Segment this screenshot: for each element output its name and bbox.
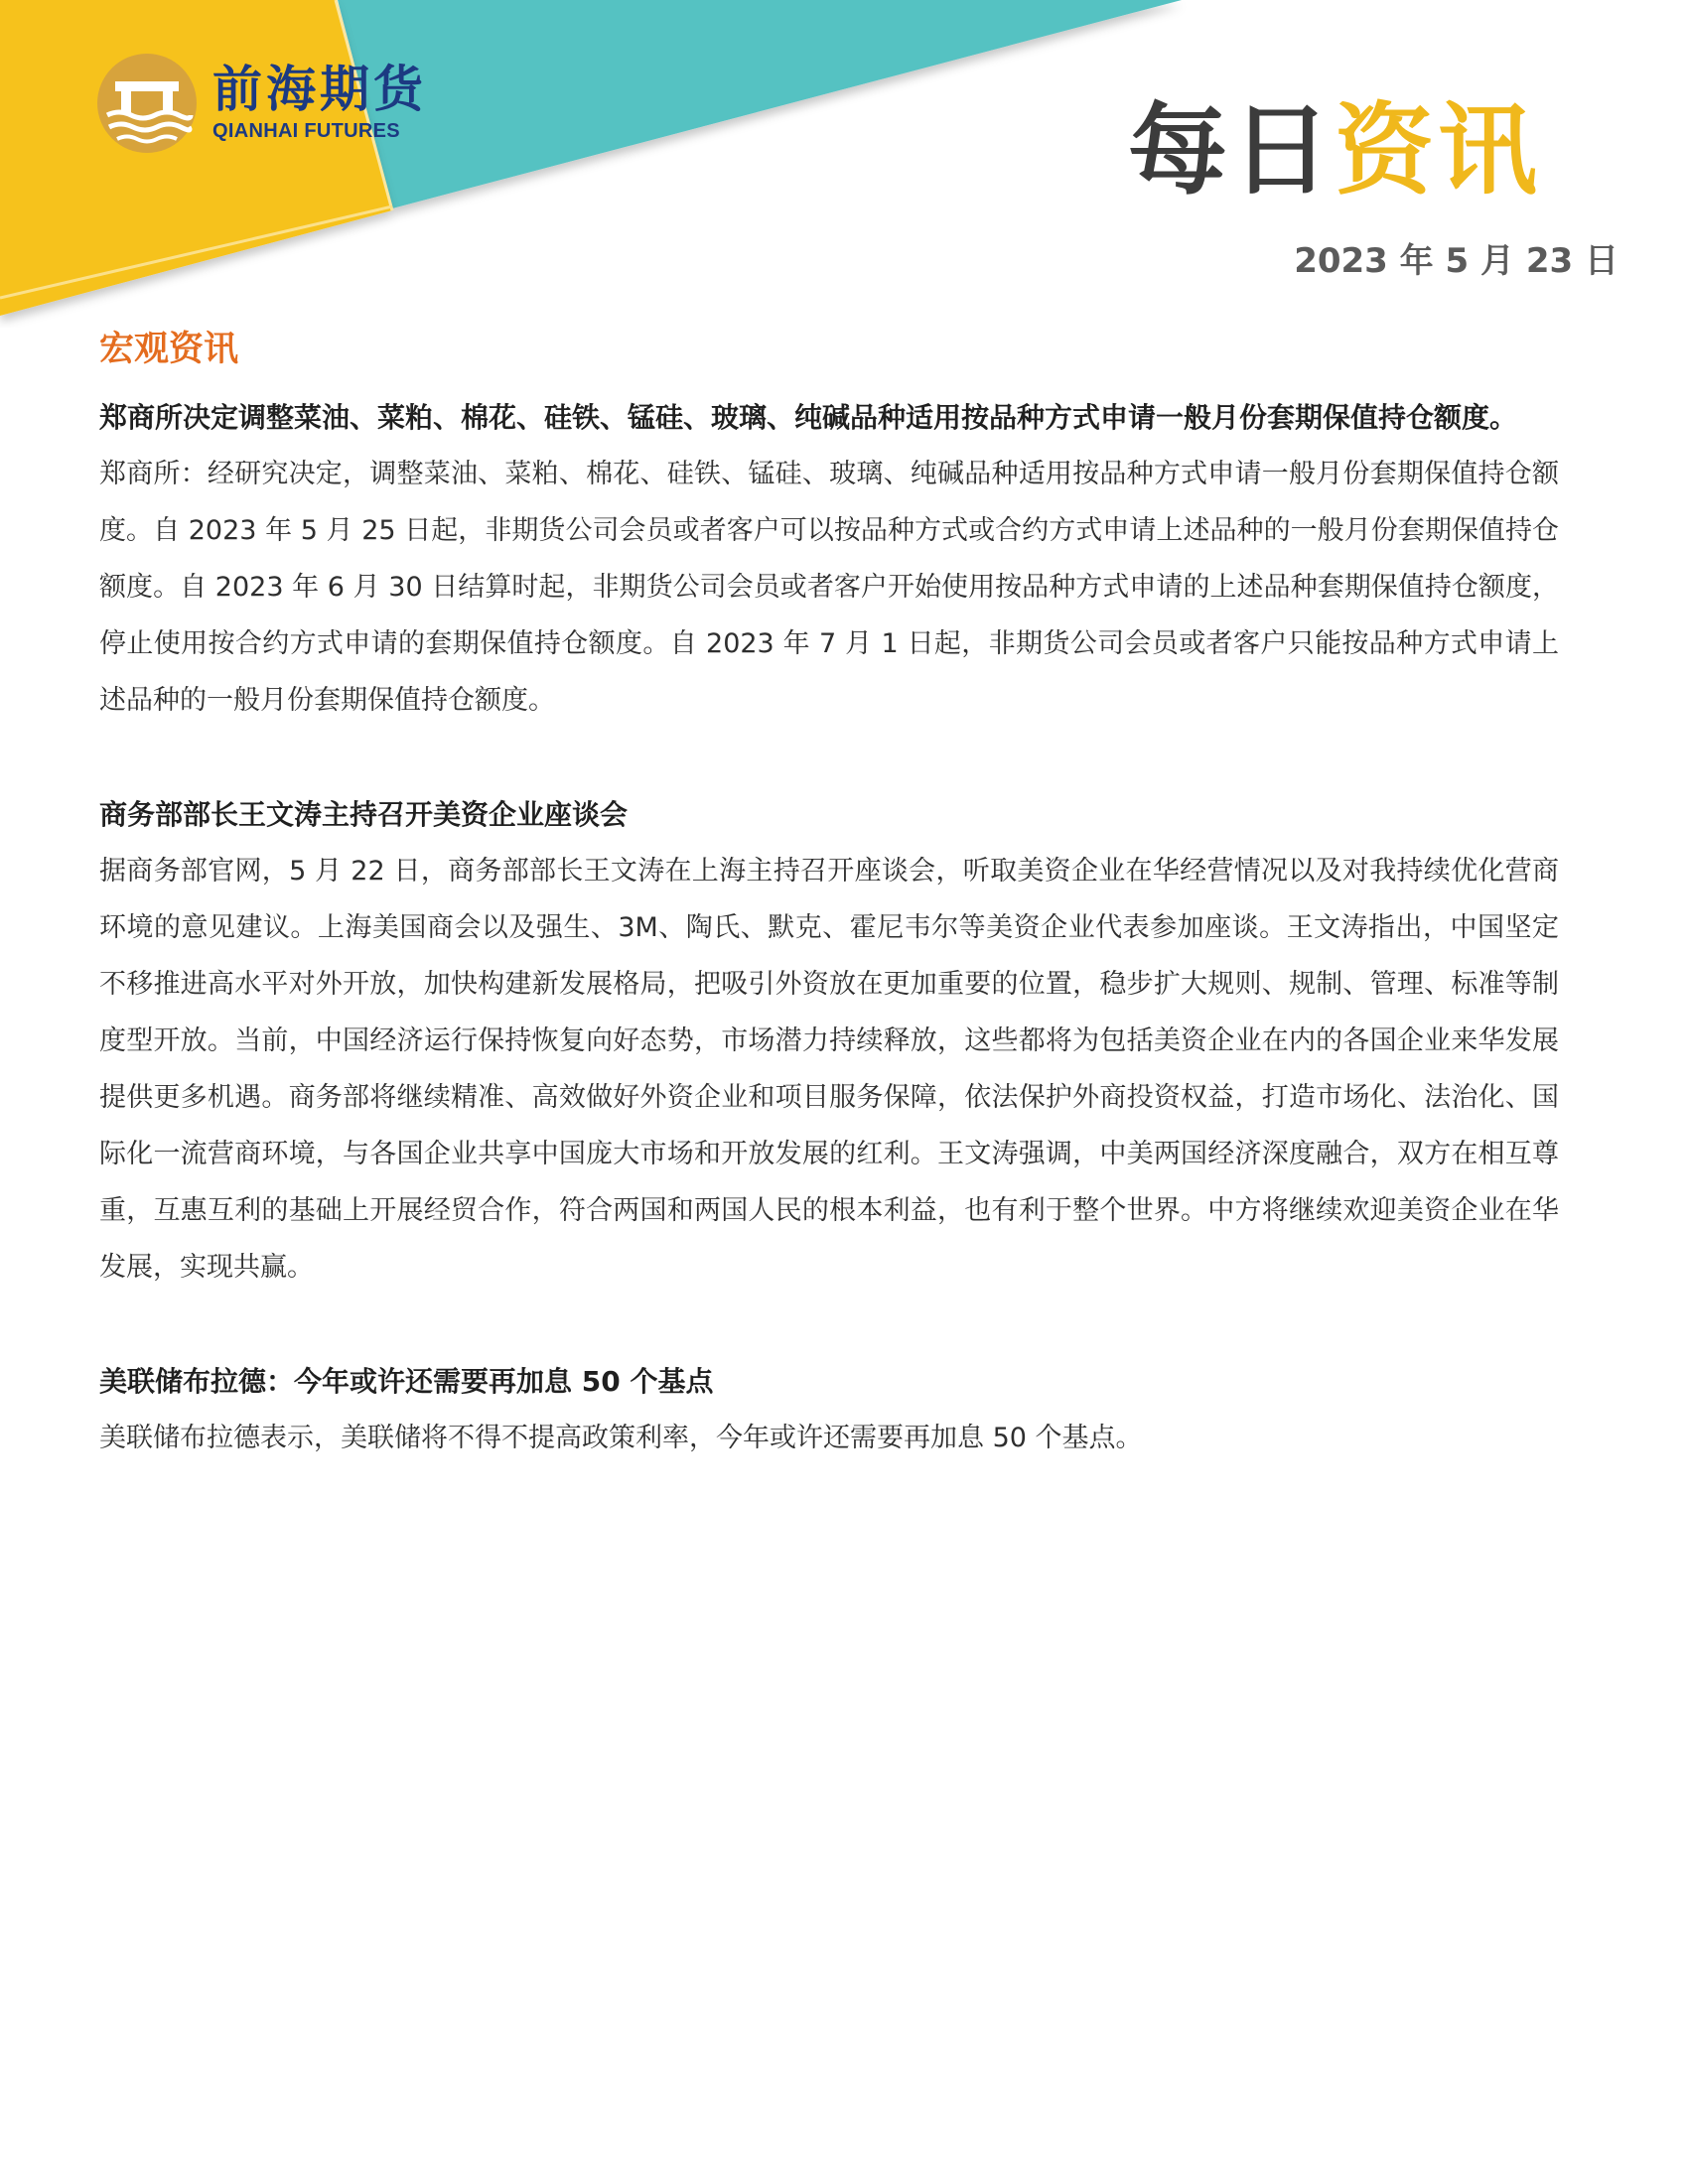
article-body: 郑商所：经研究决定，调整菜油、菜粕、棉花、硅铁、锰硅、玻璃、纯碱品种适用按品种方式申请一般月份套期保值持仓额度。自 2023 年 5 月 25 日起，非期货公司会员或者客户可以按品种方式或合约方式申请上述品种的一般月份套期保值持仓额度。自 2023 年 6 月 30 日结算时起，非期货公司会员或者客户开始使用按品种方式申请的上述品种套期保值持仓额度，停止使用按合约方式申请的套期保值持仓额度。自 2023 年 7 月 1 日起，非期货公司会员或者客户只能按品种方式申请上述品种的一般月份套期保值持仓额度。 <box>99 458 1559 716</box>
article-title: 郑商所决定调整菜油、菜粕、棉花、硅铁、锰硅、玻璃、纯碱品种适用按品种方式申请一般月份套期保值持仓额度。 <box>99 400 1518 434</box>
news-article <box>99 786 1559 1296</box>
logo-name-en: QIANHAI FUTURES <box>212 119 400 142</box>
main-content <box>99 328 1559 1524</box>
logo-name-cn: 前海期货 <box>212 60 427 119</box>
article-title: 美联储布拉德：今年或许还需要再加息 50 个基点 <box>99 1364 714 1398</box>
logo-emblem-icon <box>95 52 199 155</box>
banner-teal-band <box>338 0 1182 208</box>
page-title <box>1128 92 1541 208</box>
logo-text <box>212 60 427 143</box>
banner-yellow-panel <box>0 0 392 316</box>
article-body: 据商务部官网，5 月 22 日，商务部部长王文涛在上海主持召开座谈会，听取美资企业在华经营情况以及对我持续优化营商环境的意见建议。上海美国商会以及强生、3M、陶氏、默克、霍尼韦尔等美资企业代表参加座谈。王文涛指出，中国坚定不移推进高水平对外开放，加快构建新发展格局，把吸引外资放在更加重要的位置，稳步扩大规则、规制、管理、标准等制度型开放。当前，中国经济运行保持恢复向好态势，市场潜力持续释放，这些都将为包括美资企业在内的各国企业来华发展提供更多机遇。商务部将继续精准、高效做好外资企业和项目服务保障，依法保护外商投资权益，打造市场化、法治化、国际化一流营商环境，与各国企业共享中国庞大市场和开放发展的红利。王文涛强调，中美两国经济深度融合，双方在相互尊重，互惠互利的基础上开展经贸合作，符合两国和两国人民的根本利益，也有利于整个世界。中方将继续欢迎美资企业在华发展，实现共赢。 <box>99 855 1559 1283</box>
company-logo <box>95 52 427 155</box>
article-title: 商务部部长王文涛主持召开美资企业座谈会 <box>99 797 629 831</box>
article-body: 美联储布拉德表示，美联储将不得不提高政策利率，今年或许还需要再加息 50 个基点。 <box>99 1422 1143 1453</box>
news-article <box>99 1353 1559 1466</box>
page-title-part-2: 资讯 <box>1335 92 1541 208</box>
section-title: 宏观资讯 <box>99 330 239 369</box>
page-title-part-1: 每日 <box>1128 92 1335 208</box>
report-date: 2023 年 5 月 23 日 <box>1294 241 1618 281</box>
news-article <box>99 389 1559 729</box>
